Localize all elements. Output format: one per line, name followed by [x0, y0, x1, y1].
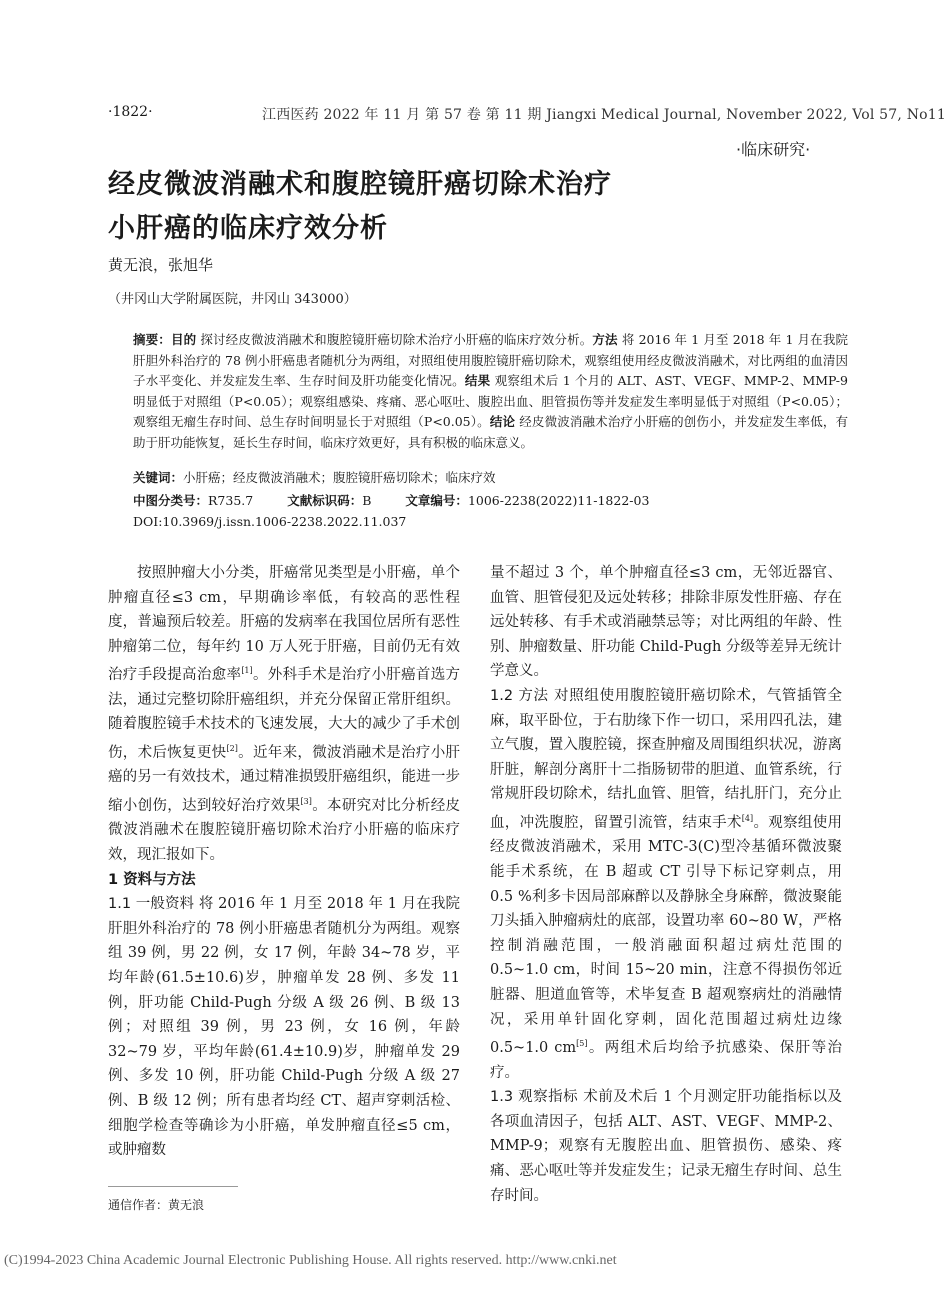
methods-text: 将 2016 年 1 月至 2018 年 1 月在我院肝胆外科治疗的 78 例小肝癌患者随机分为两组，对照组使用腹腔镜肝癌切除术，观察组使用经皮微波消融术，对比两组的血清因子水平变化、并发症发生率、生存时间及肝功能变化情况。: [133, 332, 848, 388]
objective-text: 探讨经皮微波消融术和腹腔镜肝癌切除术治疗小肝癌的临床疗效分析。: [196, 332, 593, 347]
section-1-heading: 1 资料与方法: [108, 871, 196, 888]
doi: DOI:10.3969/j.issn.1006-2238.2022.11.037: [133, 514, 407, 529]
section-1-2-text-a: 对照组使用腹腔镜肝癌切除术，气管插管全麻，取平卧位，于右肋缘下作一切口，采用四孔法，建立气腹，置入腹腔镜，探查肿瘤及周围组织状况，游离肝脏，解剖分离肝十二指肠韧带的胆道、血管系统，行常规肝段切除术，结扎血管、胆管，结扎肝门，充分止血，冲洗腹腔，留置引流管，结束手术: [490, 687, 843, 831]
affiliation: （井冈山大学附属医院，井冈山 343000）: [108, 292, 357, 307]
citation-2: [2]: [226, 743, 238, 753]
journal-header: 江西医药 2022 年 11 月 第 57 卷 第 11 期 Jiangxi Medical Journal, November 2022, Vol 57, No11: [262, 107, 946, 123]
intro-text-d: 。本研究对比分析经皮微波消融术在腹腔镜肝癌切除术治疗小肝癌的临床疗效，现汇报如下。: [108, 797, 461, 864]
results-label: 结果: [464, 373, 491, 388]
doc-code-label: 文献标识码：: [287, 493, 363, 508]
section-1-3-heading: 1.3 观察指标: [490, 1089, 579, 1106]
paper-title-line2: 小肝癌的临床疗效分析: [108, 213, 388, 244]
methods-label: 方法: [592, 332, 618, 347]
keywords-label: 关键词：: [133, 470, 184, 485]
citation-3: [3]: [300, 797, 312, 806]
objective-label: 目的: [170, 332, 197, 347]
section-1-1-continued: 量不超过 3 个，单个肿瘤直径≤3 cm，无邻近器官、血管、胆管侵犯及远处转移；排除非原发性肝癌、存在远处转移、有手术或消融禁忌等；对比两组的年龄、性别、肿瘤数量、肝功能 Child-Pugh 分级等差异无统计学意义。: [490, 565, 842, 680]
citation-4: [4]: [741, 813, 754, 823]
corresponding-author-footnote: 通信作者：黄无浪: [108, 1198, 205, 1212]
footnote-divider: [108, 1186, 238, 1187]
clc-label: 中图分类号：: [133, 493, 209, 508]
section-1-2-text-c: 。两组术后均给予抗感染、保肝等治疗。: [490, 1039, 842, 1081]
section-1-1: [108, 892, 460, 1163]
section-1-1-text: 将 2016 年 1 月至 2018 年 1 月在我院肝胆外科治疗的 78 例小肝癌患者随机分为两组。观察组 39 例，男 22 例，女 17 例，年龄 34~78 岁，平均年龄(61.5±10.6)岁，肿瘤单发 28 例、多发 11 例，肝功能 Child-Pugh 分级 A 级 26 例、B 级 13 例；对照组 39 例，男 23 例，女 16 例，年龄 32~79 岁，平均年龄(61.4±10.9)岁，肿瘤单发 29 例、多发 10 例，肝功能 Child-Pugh 分级 A 级 27 例、B 级 12 例；所有患者均经 CT、超声穿刺活检、细胞学检查等确诊为小肝癌，单发肿瘤直径≤5 cm，或肿瘤数: [108, 896, 460, 1159]
section-1-2-text-b: 。观察组使用经皮微波消融术，采用 MTC-3(C)型冷基循环微波聚能手术系统，在 B 超或 CT 引导下标记穿刺点，用 0.5 %利多卡因局部麻醉以及静脉全身麻醉，微波聚能刀头插入肿瘤病灶的底部，设置功率 60~80 W，严格控制消融范围，一般消融面积超过病灶范围的 0.5~1.0 cm，时间 15~20 min，注意不得损伤邻近脏器、胆道血管等，术毕复查 B 超观察病灶的消融情况，采用单针固化穿刺，固化范围超过病灶边缘 0.5~1.0 cm: [490, 814, 843, 1056]
doc-code-value: B: [362, 493, 372, 508]
results-text: 观察组术后 1 个月的 ALT、AST、VEGF、MMP-2、MMP-9 明显低于对照组（P<0.05）；观察组感染、疼痛、恶心呕吐、腹腔出血、胆管损伤等并发症发生率明显低于对照组（P<0.05）；观察组无瘤生存时间、总生存时间明显长于对照组（P<0.05）。: [133, 373, 848, 429]
page-number: ·1822·: [108, 104, 153, 120]
classification-line: [133, 491, 649, 509]
conclusion-text: 经皮微波消融术治疗小肝癌的创伤小，并发症发生率低，有助于肝功能恢复，延长生存时间，临床疗效更好，具有积极的临床意义。: [133, 414, 848, 450]
abstract: [133, 330, 848, 453]
article-number-value: 1006-2238(2022)11-1822-03: [467, 493, 650, 508]
section-1-3-text: 术前及术后 1 个月测定肝功能指标以及各项血清因子，包括 ALT、AST、VEGF、MMP-2、MMP-9；观察有无腹腔出血、胆管损伤、感染、疼痛、恶心呕吐等并发症发生；记录无瘤生存时间、总生存时间。: [490, 1089, 842, 1204]
citation-1: [1]: [241, 666, 253, 676]
article-number-label: 文章编号：: [405, 493, 468, 508]
intro-paragraph: [108, 561, 460, 868]
left-column: [108, 561, 460, 1163]
section-1-3: [490, 1085, 842, 1208]
intro-text-a: 按照肿瘤大小分类，肝癌常见类型是小肝癌，单个肿瘤直径≤3 cm，早期确诊率低，有较高的恶性程度，普遍预后较差。肝癌的发病率在我国位居所有恶性肿瘤第二位，每年约 10 万人死于肝癌，目前仍无有效治疗手段提高治愈率: [108, 565, 460, 684]
section-1-2: [490, 684, 842, 1085]
section-1-1-heading: 1.1 一般资料: [108, 896, 195, 913]
section-label: ·临床研究·: [736, 140, 811, 159]
conclusion-label: 结论: [489, 414, 516, 429]
section-1-2-heading: 1.2 方法: [490, 687, 549, 704]
copyright-line: (C)1994-2023 China Academic Journal Electronic Publishing House. All rights reserved. http://www.cnki.net: [4, 1253, 617, 1268]
abstract-label: 摘要：: [133, 332, 171, 347]
paper-title-line1: 经皮微波消融术和腹腔镜肝癌切除术治疗: [108, 169, 612, 200]
clc-value: R735.7: [208, 493, 254, 508]
keywords-text: 小肝癌；经皮微波消融术；腹腔镜肝癌切除术；临床疗效: [183, 470, 496, 485]
citation-5: [5]: [576, 1039, 588, 1049]
intro-text-c: 。近年来，微波消融术是治疗小肝癌的另一有效技术，通过精准损毁肝癌组织，能进一步缩小创伤，达到较好治疗效果: [108, 744, 461, 814]
authors: 黄无浪，张旭华: [108, 256, 214, 274]
intro-text-b: 。外科手术是治疗小肝癌首选方法，通过完整切除肝癌组织，并充分保留正常肝组织。随着腹腔镜手术技术的飞速发展，大大的减少了手术创伤，术后恢复更快: [108, 667, 461, 761]
right-column: [490, 561, 842, 1208]
keywords: [133, 468, 496, 486]
